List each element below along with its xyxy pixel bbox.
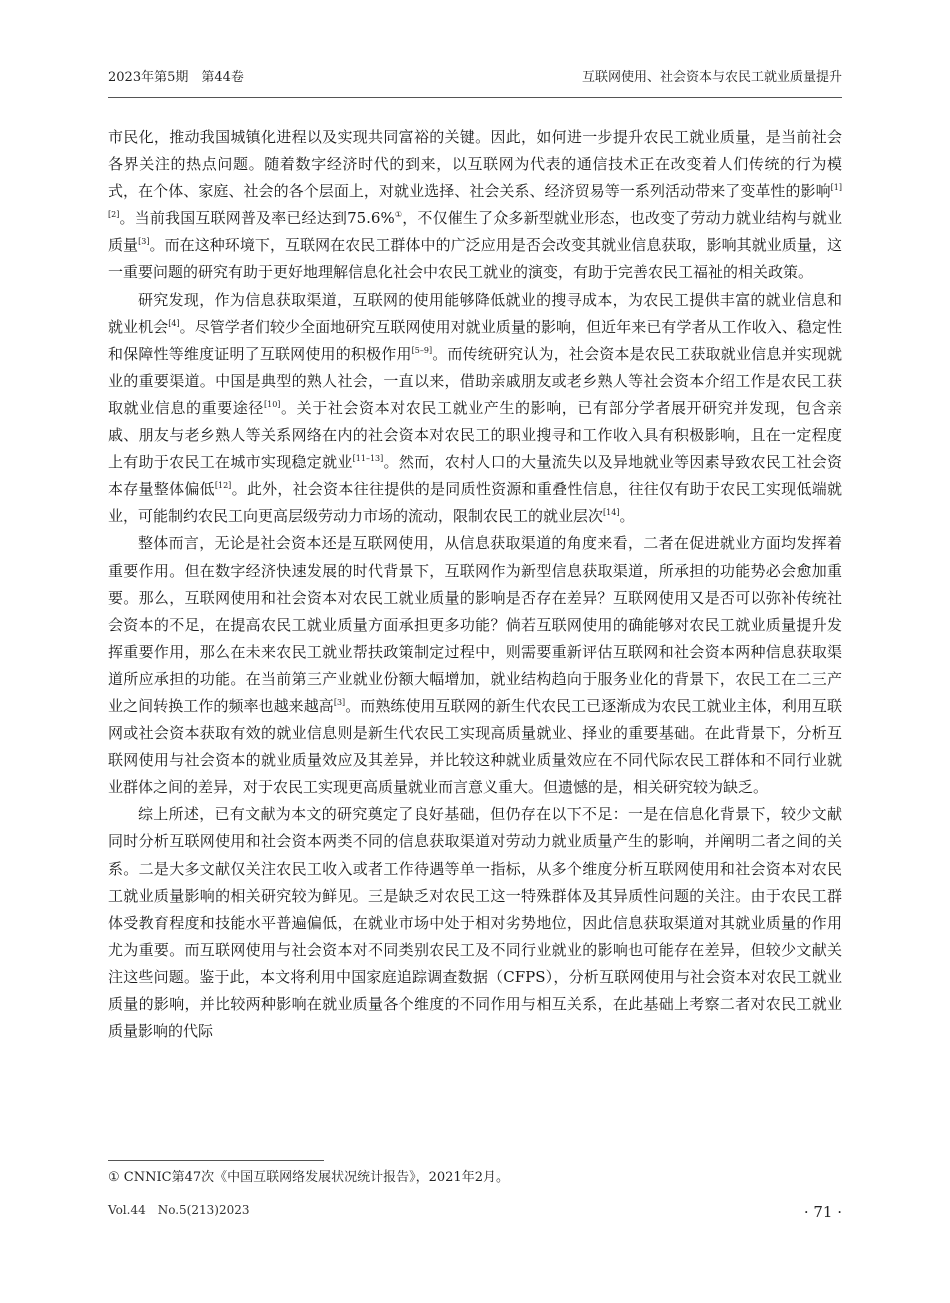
paragraph	[108, 124, 842, 287]
footnote: ① CNNIC第47次《中国互联网络发展状况统计报告》，2021年2月。	[108, 1170, 509, 1185]
journal-issue: 2023年第5期 第44卷	[108, 70, 244, 85]
citation-ref: [11–13]	[352, 454, 384, 464]
paragraph-text: 。而传统研究认为，社会资本是农民工获取就业信息并实现就业的重要渠道。中国是典型的熟人社会，一直以来，借助亲戚朋友或老乡熟人等社会资本介绍工作是农民工获取就业信息的重要途径	[108, 344, 842, 417]
paragraph-text: 市民化，推动我国城镇化进程以及实现共同富裕的关键。因此，如何进一步提升农民工就业质量，是当前社会各界关注的热点问题。随着数字经济时代的到来，以互联网为代表的通信技术正在改变着人们传统的行为模式，在个体、家庭、社会的各个层面上，对就业选择、社会关系、经济贸易等一系列活动带来了变革性的影响	[108, 128, 842, 201]
paragraph	[108, 530, 842, 801]
citation-ref: [3]	[138, 237, 150, 247]
paragraph-text: 。而在这种环境下，互联网在农民工群体中的广泛应用是否会改变其就业信息获取，影响其就业质量，这一重要问题的研究有助于更好地理解信息化社会中农民工就业的演变，有助于完善农民工福祉的相关政策。	[108, 236, 842, 282]
header-rule	[108, 97, 842, 98]
citation-ref: [1][2]	[108, 183, 842, 220]
paragraph-text: 。	[619, 507, 635, 526]
paragraph-text: 。关于社会资本对农民工就业产生的影响，已有部分学者展开研究并发现，包含亲戚、朋友与老乡熟人等关系网络在内的社会资本对农民工的职业搜寻和工作收入具有积极影响，且在一定程度上有助于农民工在城市实现稳定就业	[108, 398, 842, 472]
paragraph-text: ，不仅催生了众多新型就业形态，也改变了劳动力就业结构与就业质量	[108, 209, 842, 255]
citation-ref: [3]	[333, 697, 346, 707]
citation-ref: [4]	[168, 318, 180, 328]
paragraph-text: 。而熟练使用互联网的新生代农民工已逐渐成为农民工就业主体，利用互联网或社会资本获取有效的就业信息则是新生代农民工实现高质量就业、择业的重要基础。在此背景下，分析互联网使用与社会资本的就业质量效应及其差异，并比较这种就业质量效应在不同代际农民工群体和不同行业就业群体之间的差异，对于农民工实现更高质量就业而言意义重大。但遗憾的是，相关研究较为缺乏。	[108, 696, 842, 797]
article-body	[108, 124, 842, 1045]
paragraph-text: 。当前我国互联网普及率已经达到75.6%	[119, 209, 395, 228]
paragraph	[108, 801, 842, 1045]
paragraph-text: 。然而，农村人口的大量流失以及异地就业等因素导致农民工社会资本存量整体偏低	[108, 453, 842, 499]
paragraph	[108, 287, 842, 531]
paragraph-text: 整体而言，无论是社会资本还是互联网使用，从信息获取渠道的角度来看，二者在促进就业方面均发挥着重要作用。但在数字经济快速发展的时代背景下，互联网作为新型信息获取渠道，所承担的功能势必会愈加重要。那么，互联网使用和社会资本对农民工就业质量的影响是否存在差异？互联网使用又是否可以弥补传统社会资本的不足，在提高农民工就业质量方面承担更多功能？倘若互联网使用的确能够对农民工就业质量提升发挥重要作用，那么在未来农民工就业帮扶政策制定过程中，则需要重新评估互联网和社会资本两种信息获取渠道所应承担的功能。在当前第三产业就业份额大幅增加，就业结构趋向于服务业化的背景下，农民工在二三产业之间转换工作的频率也越来越高	[108, 534, 842, 715]
page-number: · 71 ·	[803, 1203, 842, 1221]
paragraph-text: 。此外，社会资本往往提供的是同质性资源和重叠性信息，往往仅有助于农民工实现低端就业，可能制约农民工向更高层级劳动力市场的流动，限制农民工的就业层次	[108, 480, 842, 526]
citation-ref: ①	[394, 210, 403, 220]
paragraph-text: 研究发现，作为信息获取渠道，互联网的使用能够降低就业的搜寻成本，为农民工提供丰富的就业信息和就业机会	[108, 290, 842, 336]
footnote-rule	[108, 1160, 324, 1161]
citation-ref: [12]	[214, 481, 232, 491]
citation-ref: [5–9]	[411, 345, 433, 355]
citation-ref: [10]	[264, 399, 281, 409]
volume-info: Vol.44 No.5(213)2023	[108, 1203, 250, 1217]
citation-ref: [14]	[603, 508, 620, 518]
paragraph-text: 综上所述，已有文献为本文的研究奠定了良好基础，但仍存在以下不足：一是在信息化背景下，较少文献同时分析互联网使用和社会资本两类不同的信息获取渠道对劳动力就业质量产生的影响，并阐明二者之间的关系。二是大多文献仅关注农民工收入或者工作待遇等单一指标，从多个维度分析互联网使用和社会资本对农民工就业质量影响的相关研究较为鲜见。三是缺乏对农民工这一特殊群体及其异质性问题的关注。由于农民工群体受教育程度和技能水平普遍偏低，在就业市场中处于相对劣势地位，因此信息获取渠道对其就业质量的作用尤为重要。而互联网使用与社会资本对不同类别农民工及不同行业就业的影响也可能存在差异，但较少文献关注这些问题。鉴于此，本文将利用中国家庭追踪调查数据（CFPS），分析互联网使用与社会资本对农民工就业质量的影响，并比较两种影响在就业质量各个维度的不同作用与相互关系，在此基础上考察二者对农民工就业质量影响的代际	[108, 805, 842, 1041]
article-running-title: 互联网使用、社会资本与农民工就业质量提升	[581, 70, 842, 85]
running-header	[108, 66, 842, 88]
paragraph-text: 。尽管学者们较少全面地研究互联网使用对就业质量的影响，但近年来已有学者从工作收入、稳定性和保障性等维度证明了互联网使用的积极作用	[108, 317, 842, 363]
